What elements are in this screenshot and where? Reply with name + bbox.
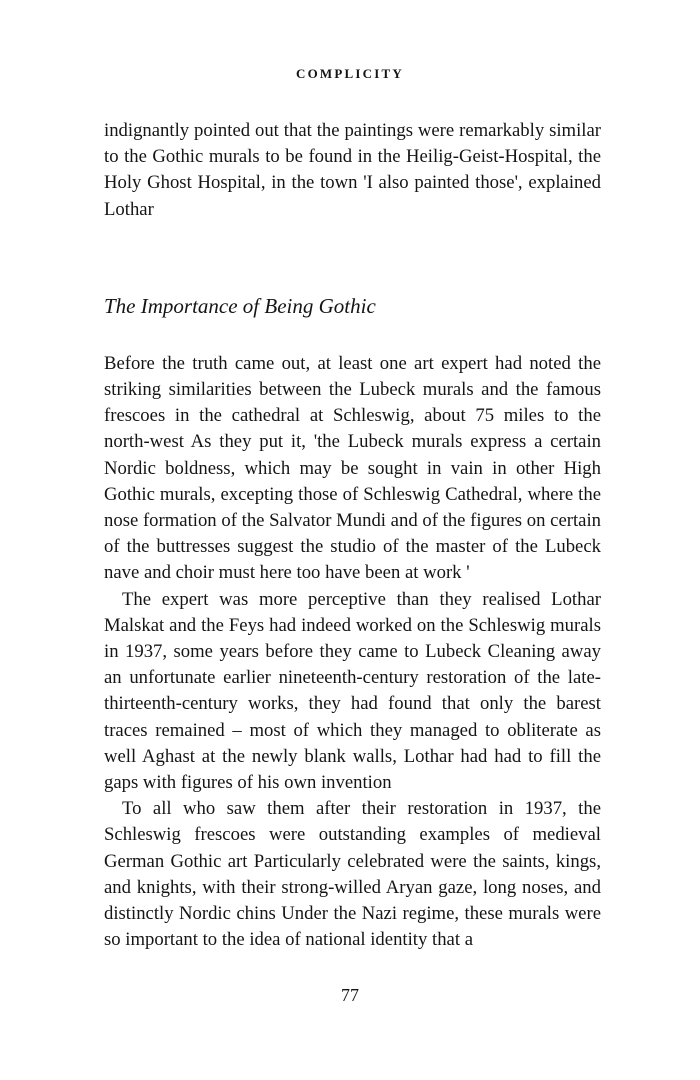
page-number: 77 [341, 985, 359, 1005]
section-heading: The Importance of Being Gothic [104, 293, 376, 318]
body-paragraph: The expert was more perceptive than they realised Lothar Malskat and the Feys had indeed worked on the Schleswig murals in 1937, some years before they came to Lubeck Cleaning away an unfortunate earlier nineteenth-century restoration of the late-thirteenth-century works, they had found that only the barest traces remained – most of which they managed to obliterate as well Aghast at the newly blank walls, Lothar had had to fill the gaps with figures of his own invention [104, 588, 601, 794]
page-body [104, 118, 601, 953]
opening-paragraph: indignantly pointed out that the paintings were remarkably similar to the Gothic murals to be found in the Heilig-Geist-Hospital, the Holy Ghost Hospital, in the town 'I also painted those', explained Lothar [104, 120, 601, 220]
body-paragraph: To all who saw them after their restoration in 1937, the Schleswig frescoes were outstanding examples of medieval German Gothic art Particularly celebrated were the saints, kings, and knights, with their strong-willed Aryan gaze, long noses, and distinctly Nordic chins Under the Nazi regime, these murals were so important to the idea of national identity that a [104, 798, 601, 951]
body-paragraph: Before the truth came out, at least one art expert had noted the striking similarities between the Lubeck murals and the famous frescoes in the cathedral at Schleswig, about 75 miles to the north-west As they put it, 'the Lubeck murals express a certain Nordic boldness, which may be sought in vain in other High Gothic murals, excepting those of Schleswig Cathedral, where the nose formation of the Salvator Mundi and of the figures on certain of the buttresses suggest the studio of the master of the Lubeck nave and choir must here too have been at work ' [104, 352, 601, 584]
running-header: COMPLICITY [296, 66, 404, 81]
